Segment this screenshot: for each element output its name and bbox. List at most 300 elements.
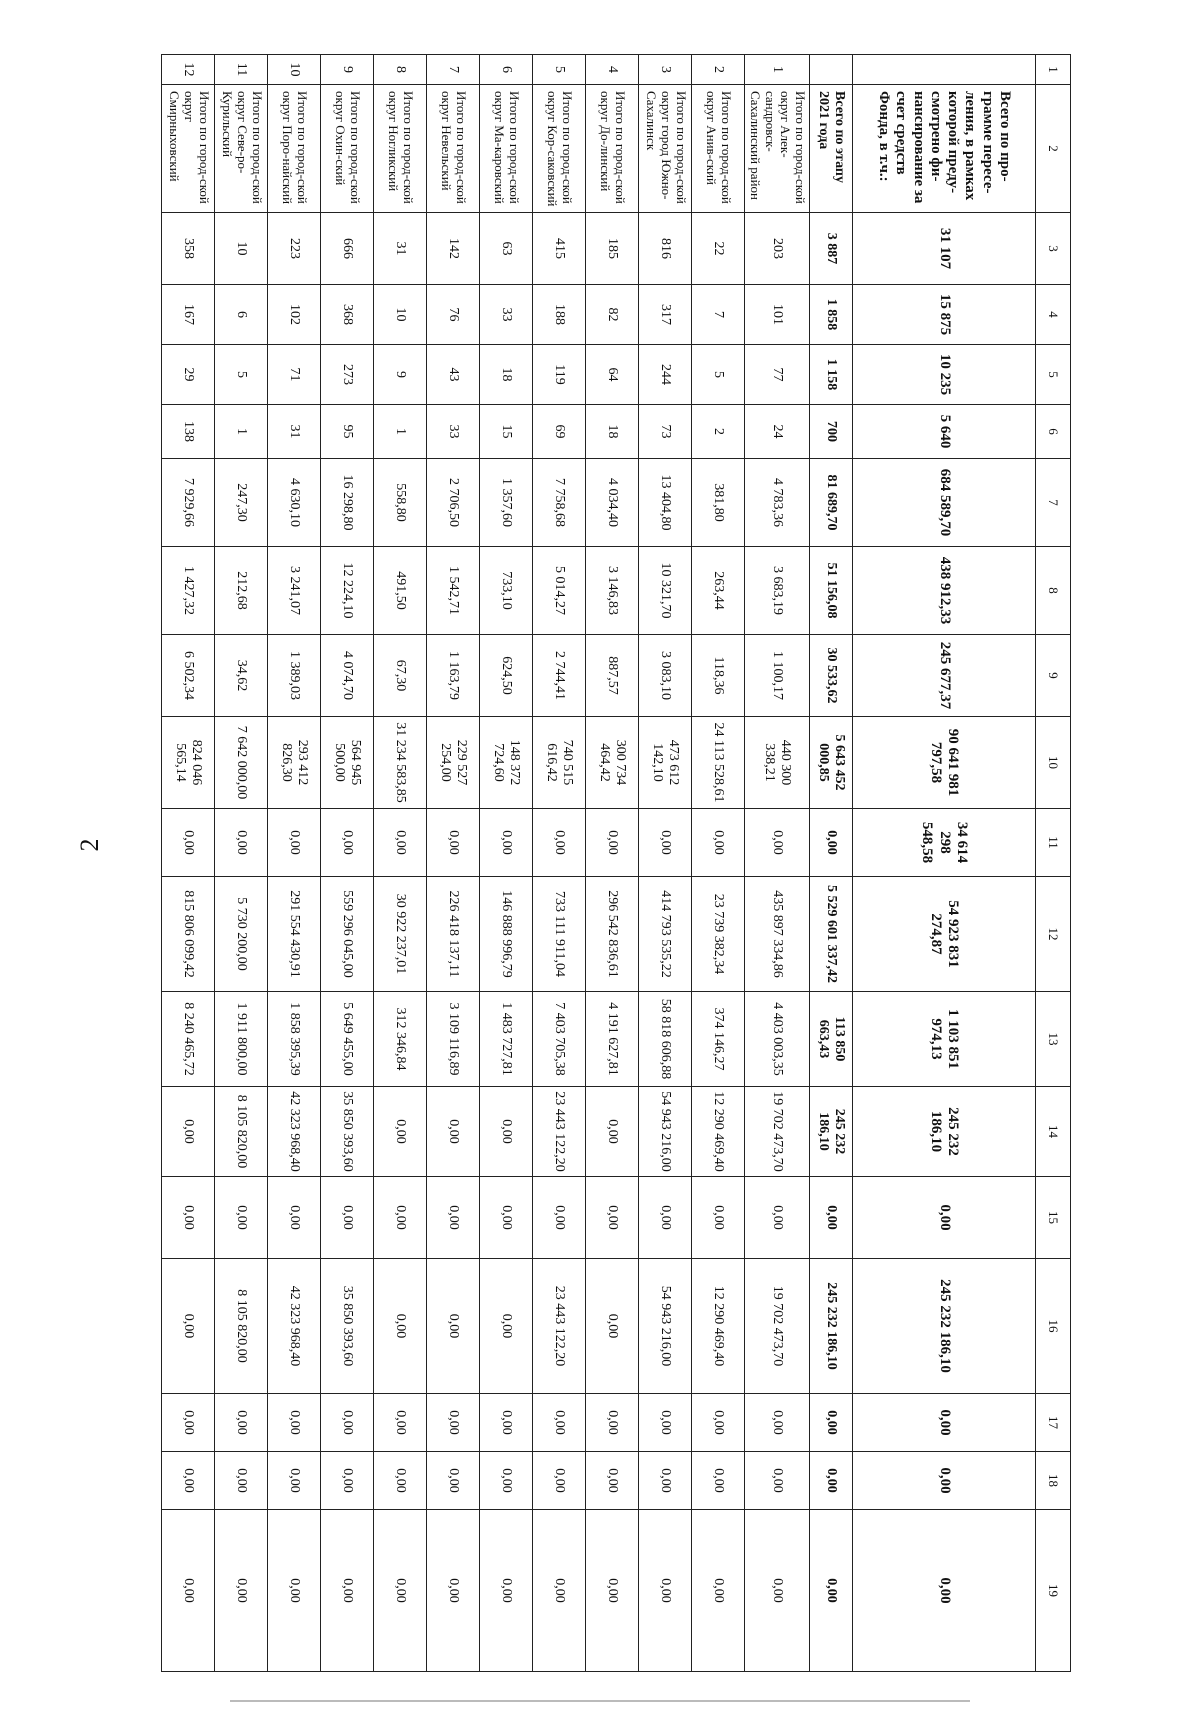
value-cell-14: 35 850 393,60: [321, 1087, 374, 1177]
value-cell-18: 0,00: [586, 1452, 639, 1510]
value-cell-13: 1 483 727,81: [480, 992, 533, 1087]
value-cell-13: 4 191 627,81: [586, 992, 639, 1087]
value-cell-18: 0,00: [745, 1452, 810, 1510]
value-cell-14: 0,00: [427, 1087, 480, 1177]
value-cell-7: 4 783,36: [745, 459, 810, 547]
value-cell-14: 23 443 122,20: [533, 1087, 586, 1177]
value-cell-13: 1 911 800,00: [215, 992, 268, 1087]
value-cell-9: 887,57: [586, 635, 639, 717]
value-cell-10: 229 527 254,00: [427, 717, 480, 809]
row-name-cell: Итого по город-ской округ Севе-ро-Курильский: [215, 85, 268, 213]
column-number: 6: [1036, 405, 1071, 459]
value-cell-4: 76: [427, 285, 480, 345]
value-cell-12: 5 730 200,00: [215, 877, 268, 992]
value-cell-19: 0,00: [215, 1510, 268, 1672]
value-cell-9: 3 083,10: [639, 635, 692, 717]
value-cell-16: 54 943 216,00: [639, 1259, 692, 1394]
value-cell-15: 0,00: [745, 1177, 810, 1259]
column-number: 19: [1036, 1510, 1071, 1672]
row-name-cell: Итого по город-ской округ Кор-саковский: [533, 85, 586, 213]
value-cell-11: 0,00: [480, 809, 533, 877]
row-number-cell: [810, 55, 853, 85]
row-number-cell: 1: [745, 55, 810, 85]
value-cell-14: 0,00: [480, 1087, 533, 1177]
value-cell-19: 0,00: [853, 1510, 1036, 1672]
value-cell-18: 0,00: [810, 1452, 853, 1510]
value-cell-10: 90 641 981 797,58: [853, 717, 1036, 809]
value-cell-3: 31 107: [853, 213, 1036, 285]
value-cell-6: 1: [374, 405, 427, 459]
value-cell-16: 0,00: [374, 1259, 427, 1394]
row-name-cell: Итого по город-ской округ город Южно-Сахалинск: [639, 85, 692, 213]
value-cell-17: 0,00: [533, 1394, 586, 1452]
value-cell-5: 5: [215, 345, 268, 405]
value-cell-17: 0,00: [268, 1394, 321, 1452]
value-cell-13: 4 403 003,35: [745, 992, 810, 1087]
value-cell-12: 5 529 601 337,42: [810, 877, 853, 992]
row-name-cell: Итого по город-ской округ Анив-ский: [692, 85, 745, 213]
value-cell-14: 19 702 473,70: [745, 1087, 810, 1177]
value-cell-8: 3 241,07: [268, 547, 321, 635]
value-cell-6: 15: [480, 405, 533, 459]
value-cell-3: 142: [427, 213, 480, 285]
row-number-cell: 4: [586, 55, 639, 85]
value-cell-8: 263,44: [692, 547, 745, 635]
value-cell-6: 33: [427, 405, 480, 459]
value-cell-16: 0,00: [427, 1259, 480, 1394]
row-name-cell: Итого по город-ской округ Ногликский: [374, 85, 427, 213]
value-cell-19: 0,00: [586, 1510, 639, 1672]
value-cell-5: 29: [162, 345, 215, 405]
value-cell-10: 300 734 464,42: [586, 717, 639, 809]
row-name-cell: Всего по этапу 2021 года: [810, 85, 853, 213]
value-cell-15: 0,00: [162, 1177, 215, 1259]
value-cell-15: 0,00: [268, 1177, 321, 1259]
row-name-cell: Итого по город-ской округ Охин-ский: [321, 85, 374, 213]
row-number-cell: 11: [215, 55, 268, 85]
value-cell-18: 0,00: [268, 1452, 321, 1510]
value-cell-19: 0,00: [321, 1510, 374, 1672]
value-cell-12: 559 296 045,00: [321, 877, 374, 992]
column-number: 17: [1036, 1394, 1071, 1452]
value-cell-12: 733 111 911,04: [533, 877, 586, 992]
value-cell-8: 51 156,08: [810, 547, 853, 635]
value-cell-5: 119: [533, 345, 586, 405]
value-cell-16: 35 850 393,60: [321, 1259, 374, 1394]
value-cell-11: 0,00: [374, 809, 427, 877]
value-cell-13: 312 346,84: [374, 992, 427, 1087]
row-number-cell: 6: [480, 55, 533, 85]
value-cell-16: 0,00: [480, 1259, 533, 1394]
value-cell-6: 1: [215, 405, 268, 459]
value-cell-15: 0,00: [853, 1177, 1036, 1259]
column-number: 5: [1036, 345, 1071, 405]
value-cell-13: 5 649 455,00: [321, 992, 374, 1087]
value-cell-8: 12 224,10: [321, 547, 374, 635]
value-cell-17: 0,00: [321, 1394, 374, 1452]
value-cell-9: 624,50: [480, 635, 533, 717]
value-cell-9: 30 533,62: [810, 635, 853, 717]
value-cell-19: 0,00: [745, 1510, 810, 1672]
value-cell-13: 7 403 705,38: [533, 992, 586, 1087]
value-cell-6: 95: [321, 405, 374, 459]
value-cell-7: 247,30: [215, 459, 268, 547]
value-cell-8: 733,10: [480, 547, 533, 635]
value-cell-6: 31: [268, 405, 321, 459]
value-cell-3: 185: [586, 213, 639, 285]
value-cell-9: 4 074,70: [321, 635, 374, 717]
value-cell-17: 0,00: [853, 1394, 1036, 1452]
column-number: 15: [1036, 1177, 1071, 1259]
district-row: [162, 55, 215, 1672]
column-number: 1: [1036, 55, 1071, 85]
value-cell-9: 6 502,34: [162, 635, 215, 717]
district-row: [586, 55, 639, 1672]
value-cell-7: 381,80: [692, 459, 745, 547]
value-cell-10: 24 113 528,61: [692, 717, 745, 809]
value-cell-18: 0,00: [533, 1452, 586, 1510]
value-cell-12: 435 897 334,86: [745, 877, 810, 992]
value-cell-10: 5 643 452 000,85: [810, 717, 853, 809]
value-cell-13: 3 109 116,89: [427, 992, 480, 1087]
value-cell-12: 146 888 996,79: [480, 877, 533, 992]
value-cell-4: 10: [374, 285, 427, 345]
column-number: 10: [1036, 717, 1071, 809]
value-cell-3: 223: [268, 213, 321, 285]
value-cell-12: 291 554 430,91: [268, 877, 321, 992]
value-cell-18: 0,00: [639, 1452, 692, 1510]
value-cell-6: 700: [810, 405, 853, 459]
value-cell-14: 245 232 186,10: [853, 1087, 1036, 1177]
value-cell-4: 15 875: [853, 285, 1036, 345]
value-cell-4: 6: [215, 285, 268, 345]
value-cell-6: 2: [692, 405, 745, 459]
value-cell-11: 0,00: [533, 809, 586, 877]
value-cell-8: 212,68: [215, 547, 268, 635]
column-number-row: [1036, 55, 1071, 1672]
value-cell-8: 1 427,32: [162, 547, 215, 635]
value-cell-15: 0,00: [374, 1177, 427, 1259]
value-cell-14: 54 943 216,00: [639, 1087, 692, 1177]
column-number: 2: [1036, 85, 1071, 213]
value-cell-3: 358: [162, 213, 215, 285]
value-cell-7: 7 929,66: [162, 459, 215, 547]
value-cell-17: 0,00: [745, 1394, 810, 1452]
value-cell-19: 0,00: [480, 1510, 533, 1672]
value-cell-4: 82: [586, 285, 639, 345]
column-number: 3: [1036, 213, 1071, 285]
value-cell-4: 1 858: [810, 285, 853, 345]
value-cell-7: 684 589,70: [853, 459, 1036, 547]
column-number: 13: [1036, 992, 1071, 1087]
value-cell-15: 0,00: [639, 1177, 692, 1259]
column-number: 11: [1036, 809, 1071, 877]
value-cell-5: 77: [745, 345, 810, 405]
row-number-cell: 3: [639, 55, 692, 85]
value-cell-18: 0,00: [480, 1452, 533, 1510]
resettlement-program-table: [161, 54, 1071, 1672]
value-cell-3: 22: [692, 213, 745, 285]
row-number-cell: 9: [321, 55, 374, 85]
value-cell-10: 7 642 000,00: [215, 717, 268, 809]
value-cell-12: 296 542 836,61: [586, 877, 639, 992]
value-cell-5: 71: [268, 345, 321, 405]
value-cell-10: 740 515 616,42: [533, 717, 586, 809]
row-number-cell: [853, 55, 1036, 85]
value-cell-16: 19 702 473,70: [745, 1259, 810, 1394]
value-cell-12: 815 806 099,42: [162, 877, 215, 992]
value-cell-16: 245 232 186,10: [810, 1259, 853, 1394]
value-cell-8: 3 146,83: [586, 547, 639, 635]
value-cell-9: 2 744,41: [533, 635, 586, 717]
value-cell-15: 0,00: [533, 1177, 586, 1259]
value-cell-7: 2 706,50: [427, 459, 480, 547]
value-cell-14: 0,00: [162, 1087, 215, 1177]
value-cell-11: 0,00: [692, 809, 745, 877]
value-cell-7: 1 357,60: [480, 459, 533, 547]
district-row: [321, 55, 374, 1672]
value-cell-9: 1 100,17: [745, 635, 810, 717]
value-cell-8: 5 014,27: [533, 547, 586, 635]
value-cell-16: 8 105 820,00: [215, 1259, 268, 1394]
value-cell-7: 4 630,10: [268, 459, 321, 547]
value-cell-8: 438 912,33: [853, 547, 1036, 635]
program-total-row: [853, 55, 1036, 1672]
row-name-cell: Итого по город-ской округ Поро-найский: [268, 85, 321, 213]
value-cell-14: 245 232 186,10: [810, 1087, 853, 1177]
district-row: [745, 55, 810, 1672]
value-cell-5: 64: [586, 345, 639, 405]
value-cell-11: 0,00: [321, 809, 374, 877]
value-cell-6: 5 640: [853, 405, 1036, 459]
value-cell-3: 31: [374, 213, 427, 285]
value-cell-16: 23 443 122,20: [533, 1259, 586, 1394]
value-cell-19: 0,00: [427, 1510, 480, 1672]
row-number-cell: 5: [533, 55, 586, 85]
value-cell-12: 30 922 237,01: [374, 877, 427, 992]
value-cell-15: 0,00: [427, 1177, 480, 1259]
value-cell-6: 69: [533, 405, 586, 459]
value-cell-18: 0,00: [215, 1452, 268, 1510]
value-cell-19: 0,00: [268, 1510, 321, 1672]
value-cell-11: 0,00: [745, 809, 810, 877]
column-number: 12: [1036, 877, 1071, 992]
row-number-cell: 7: [427, 55, 480, 85]
value-cell-15: 0,00: [810, 1177, 853, 1259]
value-cell-15: 0,00: [692, 1177, 745, 1259]
value-cell-5: 1 158: [810, 345, 853, 405]
scan-artifact-line: [230, 1700, 970, 1702]
column-number: 9: [1036, 635, 1071, 717]
value-cell-9: 1 389,03: [268, 635, 321, 717]
value-cell-11: 0,00: [268, 809, 321, 877]
value-cell-6: 18: [586, 405, 639, 459]
value-cell-8: 491,50: [374, 547, 427, 635]
value-cell-16: 42 323 968,40: [268, 1259, 321, 1394]
value-cell-3: 666: [321, 213, 374, 285]
value-cell-5: 273: [321, 345, 374, 405]
value-cell-5: 10 235: [853, 345, 1036, 405]
value-cell-15: 0,00: [586, 1177, 639, 1259]
value-cell-12: 54 923 831 274,87: [853, 877, 1036, 992]
value-cell-12: 226 418 137,11: [427, 877, 480, 992]
value-cell-17: 0,00: [427, 1394, 480, 1452]
value-cell-18: 0,00: [853, 1452, 1036, 1510]
district-row: [374, 55, 427, 1672]
value-cell-7: 81 689,70: [810, 459, 853, 547]
value-cell-16: 0,00: [586, 1259, 639, 1394]
row-number-cell: 10: [268, 55, 321, 85]
value-cell-14: 8 105 820,00: [215, 1087, 268, 1177]
district-row: [268, 55, 321, 1672]
value-cell-10: 31 234 583,85: [374, 717, 427, 809]
value-cell-13: 8 240 465,72: [162, 992, 215, 1087]
row-number-cell: 12: [162, 55, 215, 85]
row-name-cell: Итого по город-ской округ До-линский: [586, 85, 639, 213]
district-row: [480, 55, 533, 1672]
column-number: 4: [1036, 285, 1071, 345]
value-cell-7: 16 298,80: [321, 459, 374, 547]
value-cell-11: 0,00: [586, 809, 639, 877]
row-name-cell: Всего по про-грамме пересе-ления, в рамках которой преду-смотрено фи-нансирование за счет средств Фонда, в т.ч.:: [853, 85, 1036, 213]
value-cell-18: 0,00: [692, 1452, 745, 1510]
value-cell-9: 245 677,37: [853, 635, 1036, 717]
value-cell-15: 0,00: [215, 1177, 268, 1259]
value-cell-11: 34 614 298 548,58: [853, 809, 1036, 877]
value-cell-14: 0,00: [586, 1087, 639, 1177]
district-row: [533, 55, 586, 1672]
district-row: [215, 55, 268, 1672]
value-cell-17: 0,00: [810, 1394, 853, 1452]
value-cell-12: 23 739 382,34: [692, 877, 745, 992]
district-row: [692, 55, 745, 1672]
value-cell-16: 12 290 469,40: [692, 1259, 745, 1394]
value-cell-11: 0,00: [162, 809, 215, 877]
value-cell-13: 113 850 663,43: [810, 992, 853, 1087]
value-cell-3: 203: [745, 213, 810, 285]
rotated-table-container: [161, 54, 1071, 1671]
value-cell-9: 118,36: [692, 635, 745, 717]
value-cell-10: 473 612 142,10: [639, 717, 692, 809]
value-cell-14: 42 323 968,40: [268, 1087, 321, 1177]
value-cell-4: 33: [480, 285, 533, 345]
value-cell-17: 0,00: [215, 1394, 268, 1452]
value-cell-4: 102: [268, 285, 321, 345]
value-cell-13: 1 103 851 974,13: [853, 992, 1036, 1087]
value-cell-17: 0,00: [639, 1394, 692, 1452]
value-cell-19: 0,00: [162, 1510, 215, 1672]
value-cell-7: 7 758,68: [533, 459, 586, 547]
value-cell-14: 12 290 469,40: [692, 1087, 745, 1177]
value-cell-6: 24: [745, 405, 810, 459]
value-cell-10: 824 046 565,14: [162, 717, 215, 809]
value-cell-10: 440 300 338,21: [745, 717, 810, 809]
row-name-cell: Итого по город-ской округ Смирныховский: [162, 85, 215, 213]
value-cell-4: 101: [745, 285, 810, 345]
value-cell-17: 0,00: [480, 1394, 533, 1452]
value-cell-8: 10 321,70: [639, 547, 692, 635]
row-name-cell: Итого по город-ской округ Невельский: [427, 85, 480, 213]
column-number: 18: [1036, 1452, 1071, 1510]
value-cell-19: 0,00: [692, 1510, 745, 1672]
value-cell-13: 58 818 606,88: [639, 992, 692, 1087]
value-cell-6: 73: [639, 405, 692, 459]
value-cell-15: 0,00: [480, 1177, 533, 1259]
value-cell-3: 3 887: [810, 213, 853, 285]
value-cell-9: 34,62: [215, 635, 268, 717]
value-cell-7: 558,80: [374, 459, 427, 547]
value-cell-18: 0,00: [427, 1452, 480, 1510]
value-cell-3: 415: [533, 213, 586, 285]
column-number: 16: [1036, 1259, 1071, 1394]
value-cell-10: 148 372 724,60: [480, 717, 533, 809]
value-cell-7: 4 034,40: [586, 459, 639, 547]
value-cell-18: 0,00: [321, 1452, 374, 1510]
district-row: [427, 55, 480, 1672]
value-cell-6: 138: [162, 405, 215, 459]
page-number: 2: [75, 838, 104, 852]
value-cell-4: 368: [321, 285, 374, 345]
value-cell-17: 0,00: [586, 1394, 639, 1452]
value-cell-19: 0,00: [533, 1510, 586, 1672]
value-cell-14: 0,00: [374, 1087, 427, 1177]
value-cell-4: 317: [639, 285, 692, 345]
value-cell-11: 0,00: [639, 809, 692, 877]
value-cell-11: 0,00: [427, 809, 480, 877]
value-cell-3: 63: [480, 213, 533, 285]
value-cell-17: 0,00: [162, 1394, 215, 1452]
column-number: 14: [1036, 1087, 1071, 1177]
value-cell-9: 1 163,79: [427, 635, 480, 717]
value-cell-11: 0,00: [215, 809, 268, 877]
value-cell-16: 245 232 186,10: [853, 1259, 1036, 1394]
value-cell-3: 10: [215, 213, 268, 285]
stage-total-row: [810, 55, 853, 1672]
value-cell-17: 0,00: [374, 1394, 427, 1452]
value-cell-5: 244: [639, 345, 692, 405]
value-cell-13: 1 858 395,39: [268, 992, 321, 1087]
value-cell-5: 18: [480, 345, 533, 405]
value-cell-7: 13 404,80: [639, 459, 692, 547]
value-cell-10: 293 412 826,30: [268, 717, 321, 809]
value-cell-8: 3 683,19: [745, 547, 810, 635]
value-cell-11: 0,00: [810, 809, 853, 877]
row-name-cell: Итого по город-ской округ Ма-каровский: [480, 85, 533, 213]
value-cell-3: 816: [639, 213, 692, 285]
column-number: 7: [1036, 459, 1071, 547]
value-cell-4: 167: [162, 285, 215, 345]
value-cell-19: 0,00: [374, 1510, 427, 1672]
value-cell-18: 0,00: [162, 1452, 215, 1510]
value-cell-13: 374 146,27: [692, 992, 745, 1087]
value-cell-4: 7: [692, 285, 745, 345]
district-row: [639, 55, 692, 1672]
value-cell-19: 0,00: [639, 1510, 692, 1672]
row-number-cell: 8: [374, 55, 427, 85]
value-cell-18: 0,00: [374, 1452, 427, 1510]
column-number: 8: [1036, 547, 1071, 635]
value-cell-16: 0,00: [162, 1259, 215, 1394]
value-cell-19: 0,00: [810, 1510, 853, 1672]
value-cell-5: 43: [427, 345, 480, 405]
row-number-cell: 2: [692, 55, 745, 85]
value-cell-5: 9: [374, 345, 427, 405]
value-cell-5: 5: [692, 345, 745, 405]
value-cell-9: 67,30: [374, 635, 427, 717]
value-cell-12: 414 793 535,22: [639, 877, 692, 992]
value-cell-17: 0,00: [692, 1394, 745, 1452]
value-cell-15: 0,00: [321, 1177, 374, 1259]
